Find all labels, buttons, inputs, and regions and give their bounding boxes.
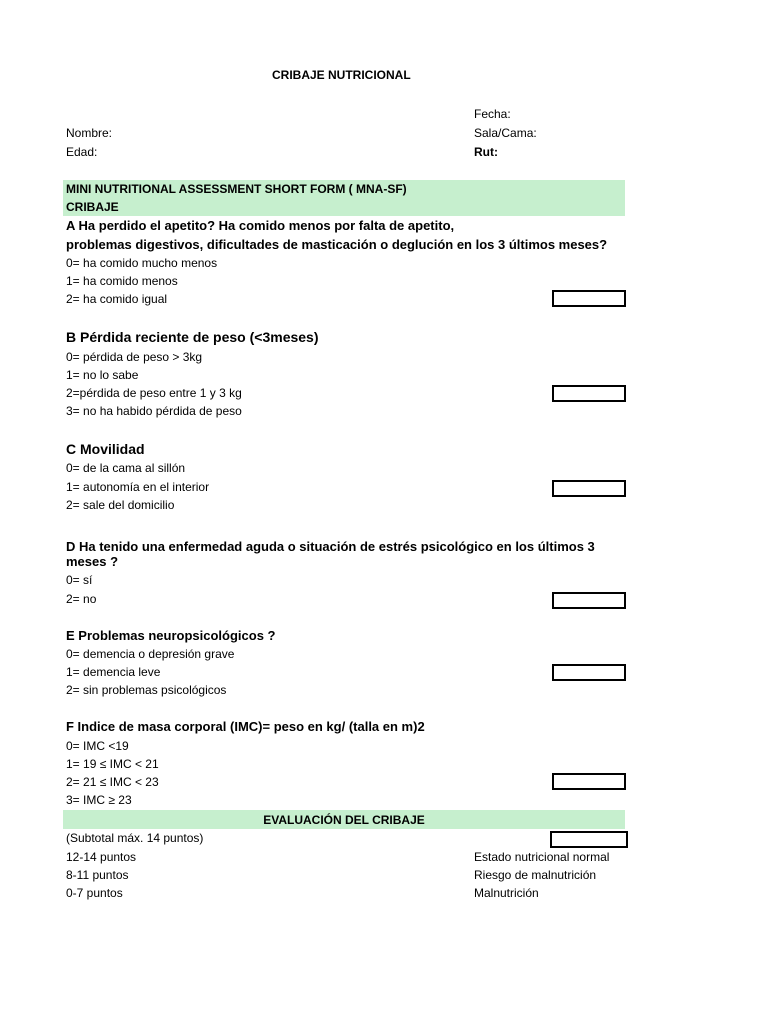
question-c-option: 2= sale del domicilio (66, 498, 175, 512)
score-range: 0-7 puntos (66, 886, 123, 900)
question-a-option: 0= ha comido mucho menos (66, 256, 218, 270)
question-a-option: 2= ha comido igual (66, 292, 168, 306)
score-result: Malnutrición (474, 886, 539, 900)
question-b-title: B Pérdida reciente de peso (<3meses) (66, 329, 319, 345)
question-d-option: 2= no (66, 592, 97, 606)
fecha-label: Fecha: (474, 107, 511, 121)
question-c-option: 1= autonomía en el interior (66, 480, 210, 494)
question-d-option: 0= sí (66, 573, 93, 587)
question-f-option: 3= IMC ≥ 23 (66, 793, 132, 807)
rut-label: Rut: (474, 145, 498, 159)
question-b-score-input[interactable] (552, 385, 626, 402)
question-e-option: 0= demencia o depresión grave (66, 647, 235, 661)
question-b-option: 1= no lo sabe (66, 368, 139, 382)
question-f-title: F Indice de masa corporal (IMC)= peso en kg/ (talla en m)2 (66, 719, 425, 734)
question-e-title: E Problemas neuropsicológicos ? (66, 628, 276, 643)
nombre-label: Nombre: (66, 126, 113, 140)
subtotal-label: (Subtotal máx. 14 puntos) (66, 831, 204, 845)
cribaje-subtitle: CRIBAJE (66, 200, 119, 214)
question-f-score-input[interactable] (552, 773, 626, 790)
edad-label: Edad: (66, 145, 98, 159)
sala-cama-label: Sala/Cama: (474, 126, 537, 140)
question-b-option: 0= pérdida de peso > 3kg (66, 350, 203, 364)
mna-sf-title: MINI NUTRITIONAL ASSESSMENT SHORT FORM ( MNA-SF) (66, 182, 407, 196)
question-f-option: 0= IMC <19 (66, 739, 129, 753)
question-e-option: 1= demencia leve (66, 665, 161, 679)
question-b-option: 3= no ha habido pérdida de peso (66, 404, 242, 418)
question-d-title: D Ha tenido una enfermedad aguda o situación de estrés psicológico en los últimos 3 (66, 539, 595, 554)
question-a-title: A Ha perdido el apetito? Ha comido menos por falta de apetito, (66, 218, 455, 233)
question-f-option: 2= 21 ≤ IMC < 23 (66, 775, 159, 789)
score-range: 12-14 puntos (66, 850, 137, 864)
question-a-option: 1= ha comido menos (66, 274, 178, 288)
question-e-score-input[interactable] (552, 664, 626, 681)
page-title: CRIBAJE NUTRICIONAL (272, 68, 411, 82)
score-result: Riesgo de malnutrición (474, 868, 597, 882)
question-c-score-input[interactable] (552, 480, 626, 497)
question-c-option: 0= de la cama al sillón (66, 461, 186, 475)
question-d-score-input[interactable] (552, 592, 626, 609)
question-a-title-cont: problemas digestivos, dificultades de masticación o deglución en los 3 últimos meses? (66, 237, 608, 252)
question-e-option: 2= sin problemas psicológicos (66, 683, 227, 697)
question-d-title-cont: meses ? (66, 554, 119, 569)
question-a-score-input[interactable] (552, 290, 626, 307)
question-b-option: 2=pérdida de peso entre 1 y 3 kg (66, 386, 242, 400)
question-c-title: C Movilidad (66, 441, 145, 457)
evaluation-title: EVALUACIÓN DEL CRIBAJE (263, 813, 425, 827)
score-result: Estado nutricional normal (474, 850, 610, 864)
score-range: 8-11 puntos (66, 868, 129, 882)
subtotal-score-input[interactable] (550, 831, 628, 848)
question-f-option: 1= 19 ≤ IMC < 21 (66, 757, 159, 771)
